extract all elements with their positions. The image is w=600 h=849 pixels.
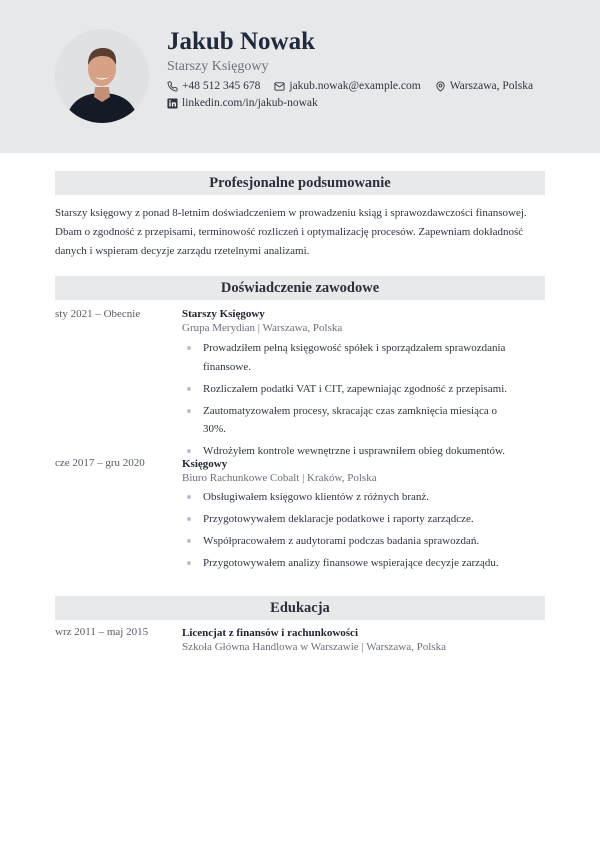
envelope-icon	[274, 81, 285, 92]
job-bullets	[182, 488, 522, 576]
education-dates: wrz 2011 – maj 2015	[55, 626, 149, 638]
contact-row-secondary	[167, 97, 332, 109]
job-dates: sty 2021 – Obecnie	[55, 308, 141, 320]
linkedin-icon	[167, 98, 178, 109]
bullet-item: Zautomatyzowałem procesy, skracając czas zamknięcia miesiąca o 30%.	[182, 402, 522, 439]
section-heading-education: Edukacja	[55, 596, 545, 620]
section-heading-experience: Doświadczenie zawodowe	[55, 276, 545, 300]
bullet-item: Rozliczałem podatki VAT i CIT, zapewniając zgodność z przepisami.	[182, 380, 522, 399]
contact-linkedin[interactable]	[167, 97, 318, 109]
contact-phone[interactable]	[167, 80, 260, 92]
summary-text: Starszy księgowy z ponad 8-letnim doświadczeniem w prowadzeniu ksiąg i sprawozdawczości finansowej. Dbam o zgodność z przepisami, terminowość rozliczeń i optymalizację procesów. Zapewniam dokładność danych i wspieram decyzje zarządu rzetelnymi analizami.	[55, 207, 527, 257]
bullet-item: Wdrożyłem kontrole wewnętrzne i usprawniłem obieg dokumentów.	[182, 442, 522, 461]
profile-photo	[55, 29, 149, 123]
job-company: Grupa Merydian | Warszawa, Polska	[182, 322, 343, 334]
education-degree: Licencjat z finansów i rachunkowości	[182, 627, 358, 639]
job-title: Starszy Księgowy	[182, 308, 265, 320]
avatar	[55, 29, 149, 123]
section-heading-summary: Profesjonalne podsumowanie	[55, 171, 545, 195]
job-title: Księgowy	[182, 458, 228, 470]
job-title-headline: Starszy Księgowy	[167, 59, 269, 74]
bullet-item: Współpracowałem z audytorami podczas badania sprawozdań.	[182, 532, 522, 551]
email-text: jakub.nowak@example.com	[289, 80, 421, 92]
bullet-item: Przygotowywałem analizy finansowe wspierające decyzje zarządu.	[182, 554, 522, 573]
bullet-item: Obsługiwałem księgowo klientów z różnych branż.	[182, 488, 522, 507]
job-company: Biuro Rachunkowe Cobalt | Kraków, Polska	[182, 472, 377, 484]
job-bullets	[182, 339, 522, 464]
location-text: Warszawa, Polska	[449, 80, 534, 92]
resume-header	[0, 0, 600, 153]
job-dates: cze 2017 – gru 2020	[55, 457, 145, 469]
contact-row	[167, 80, 547, 92]
contact-location	[435, 80, 533, 92]
education-school: Szkoła Główna Handlowa w Warszawie | Warszawa, Polska	[182, 641, 446, 653]
contact-email[interactable]	[274, 80, 420, 92]
bullet-item: Prowadziłem pełną księgowość spółek i sporządzałem sprawozdania finansowe.	[182, 339, 522, 376]
candidate-name: Jakub Nowak	[167, 28, 315, 55]
bullet-item: Przygotowywałem deklaracje podatkowe i raporty zarządcze.	[182, 510, 522, 529]
map-pin-icon	[435, 81, 446, 92]
phone-icon	[167, 81, 178, 92]
linkedin-text: linkedin.com/in/jakub-nowak	[182, 97, 318, 109]
phone-text: +48 512 345 678	[182, 80, 261, 92]
